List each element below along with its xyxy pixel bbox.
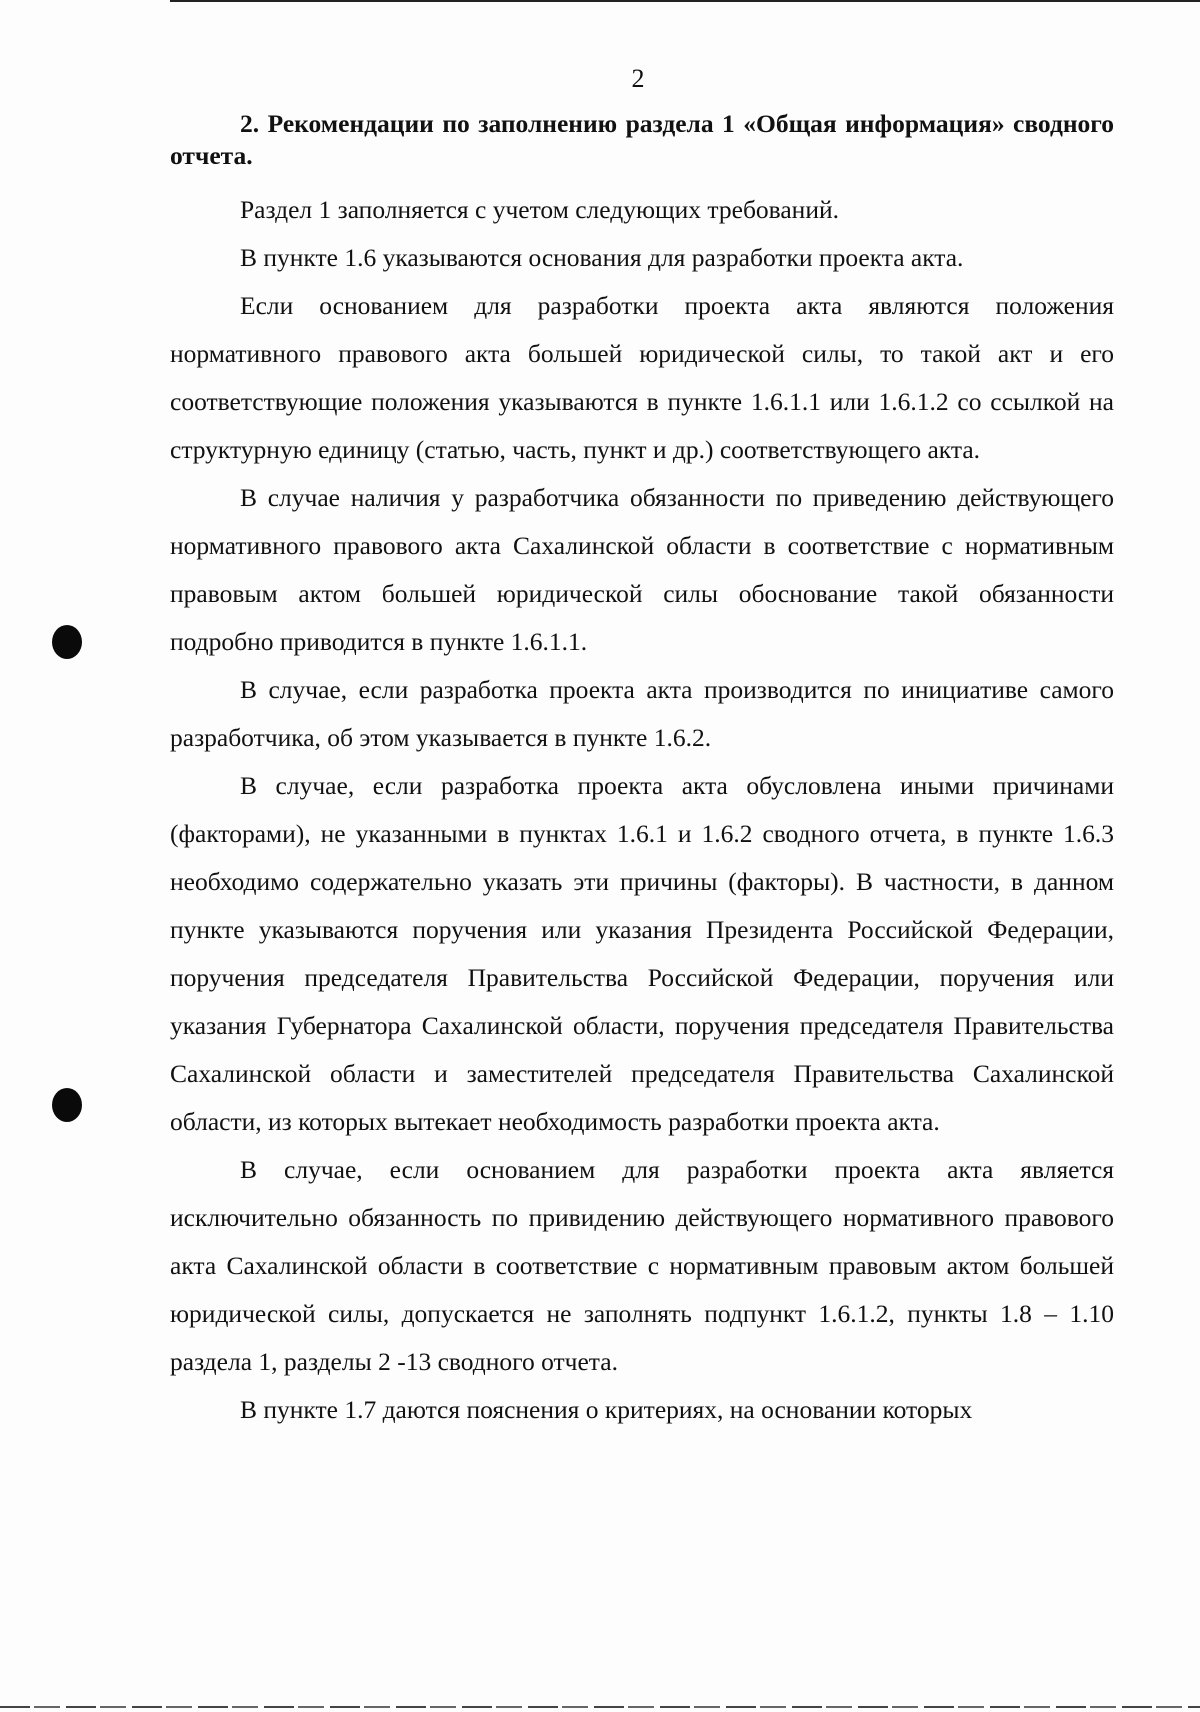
paragraph: Раздел 1 заполняется с учетом следующих требований. xyxy=(240,195,840,224)
paragraph: В пункте 1.7 даются пояснения о критериях, на основании которых xyxy=(240,1395,973,1424)
document-body xyxy=(170,108,1114,1434)
paragraph: В случае наличия у разработчика обязанности по приведению действующего нормативного правового акта Сахалинской области в соответствие с нормативным правовым актом большей юридической силы обоснование такой обязанности подробно приводится в пункте 1.6.1.1. xyxy=(170,483,1114,656)
page-number: 2 xyxy=(631,64,645,93)
punch-hole-mark xyxy=(52,1088,82,1122)
paragraph: В случае, если разработка проекта акта производится по инициативе самого разработчика, об этом указывается в пункте 1.6.2. xyxy=(170,675,1114,752)
paragraph: Если основанием для разработки проекта акта являются положения нормативного правового акта большей юридической силы, то такой акт и его соответствующие положения указываются в пункте 1.6.1.1 или 1.6.1.2 со ссылкой на структурную единицу (статью, часть, пункт и др.) соответствующего акта. xyxy=(170,291,1114,464)
scan-edge-top xyxy=(170,0,1200,2)
paragraph: В случае, если разработка проекта акта обусловлена иными причинами (факторами), не указанными в пунктах 1.6.1 и 1.6.2 сводного отчета, в пункте 1.6.3 необходимо содержательно указать эти причины (факторы). В частности, в данном пункте указываются поручения или указания Президента Российской Федерации, поручения председателя Правительства Российской Федерации, поручения или указания Губернатора Сахалинской области, поручения председателя Правительства Сахалинской области и заместителей председателя Правительства Сахалинской области, из которых вытекает необходимость разработки проекта акта. xyxy=(170,771,1114,1136)
paragraph: В случае, если основанием для разработки проекта акта является исключительно обязанность по привидению действующего нормативного правового акта Сахалинской области в соответствие с нормативным правовым актом большей юридической силы, допускается не заполнять подпункт 1.6.1.2, пункты 1.8 – 1.10 раздела 1, разделы 2 -13 сводного отчета. xyxy=(170,1155,1114,1376)
paragraph: В пункте 1.6 указываются основания для разработки проекта акта. xyxy=(240,243,964,272)
scan-edge-bottom xyxy=(0,1706,1200,1708)
section-heading: 2. Рекомендации по заполнению раздела 1 «Общая информация» сводного отчета. xyxy=(170,109,1114,170)
punch-hole-mark xyxy=(52,625,82,659)
